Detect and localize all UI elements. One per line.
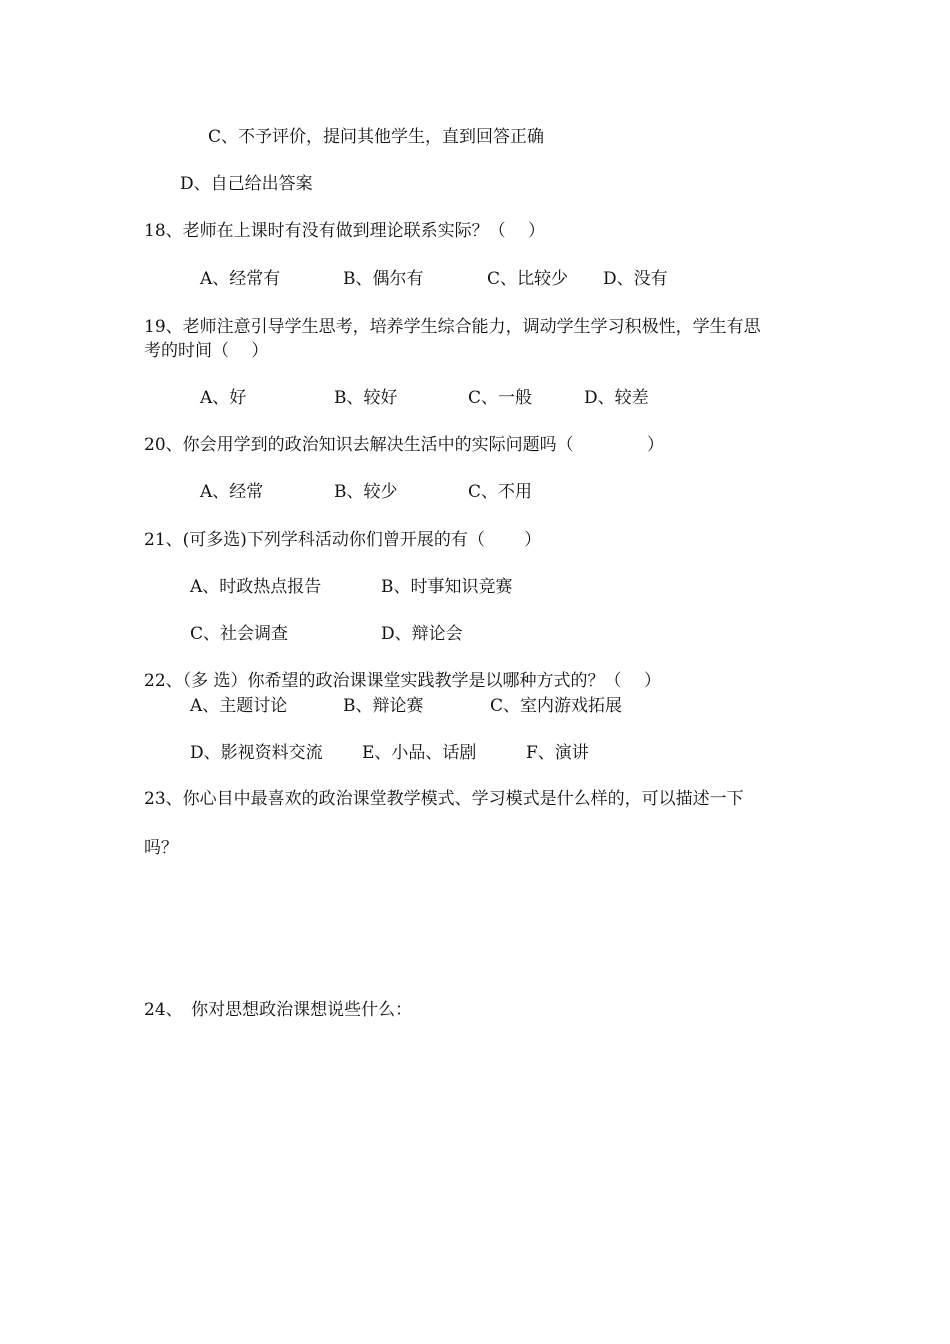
q21-stem: 21、(可多选)下列学科活动你们曾开展的有（ ） [144, 530, 542, 550]
q20-stem: 20、你会用学到的政治知识去解决生活中的实际问题吗（ ） [144, 435, 665, 455]
q19-option-a: A、好 [200, 388, 247, 408]
q18-stem: 18、老师在上课时有没有做到理论联系实际？（ ） [144, 221, 546, 241]
q19-option-c: C、一般 [468, 388, 533, 408]
q20-option-a: A、经常 [200, 482, 264, 502]
q18-option-b: B、偶尔有 [343, 269, 424, 289]
q17-option-d: D、自己给出答案 [180, 174, 313, 194]
q22-option-c: C、室内游戏拓展 [490, 696, 623, 716]
q18-option-c: C、比较少 [487, 269, 569, 289]
q24-stem: 24、 你对思想政治课想说些什么： [144, 1000, 413, 1020]
q19-option-d: D、较差 [584, 388, 649, 408]
q21-option-d: D、辩论会 [381, 624, 463, 644]
q22-option-b: B、辩论赛 [343, 696, 424, 716]
q22-stem: 22、（多 选）你希望的政治课课堂实践教学是以哪种方式的？（ ） [144, 671, 661, 691]
q18-option-d: D、没有 [603, 269, 668, 289]
q22-option-d: D、影视资料交流 [190, 743, 323, 763]
q20-option-b: B、较少 [334, 482, 398, 502]
q19-stem-line2: 考的时间（ ） [144, 341, 269, 361]
q22-option-a: A、主题讨论 [190, 696, 288, 716]
q22-option-e: E、小品、话剧 [362, 743, 477, 763]
q23-stem-line2: 吗？ [144, 838, 178, 858]
q19-stem-line1: 19、老师注意引导学生思考，培养学生综合能力，调动学生学习积极性，学生有思 [144, 317, 761, 337]
q17-option-c: C、不予评价，提问其他学生，直到回答正确 [208, 127, 545, 147]
q21-option-a: A、时政热点报告 [190, 577, 322, 597]
q23-stem-line1: 23、你心目中最喜欢的政治课堂教学模式、学习模式是什么样的，可以描述一下 [144, 789, 744, 809]
q19-option-b: B、较好 [334, 388, 398, 408]
q22-option-f: F、演讲 [526, 743, 589, 763]
q21-option-b: B、时事知识竞赛 [381, 577, 513, 597]
q20-option-c: C、不用 [468, 482, 533, 502]
q18-option-a: A、经常有 [200, 269, 281, 289]
q21-option-c: C、社会调查 [190, 624, 289, 644]
